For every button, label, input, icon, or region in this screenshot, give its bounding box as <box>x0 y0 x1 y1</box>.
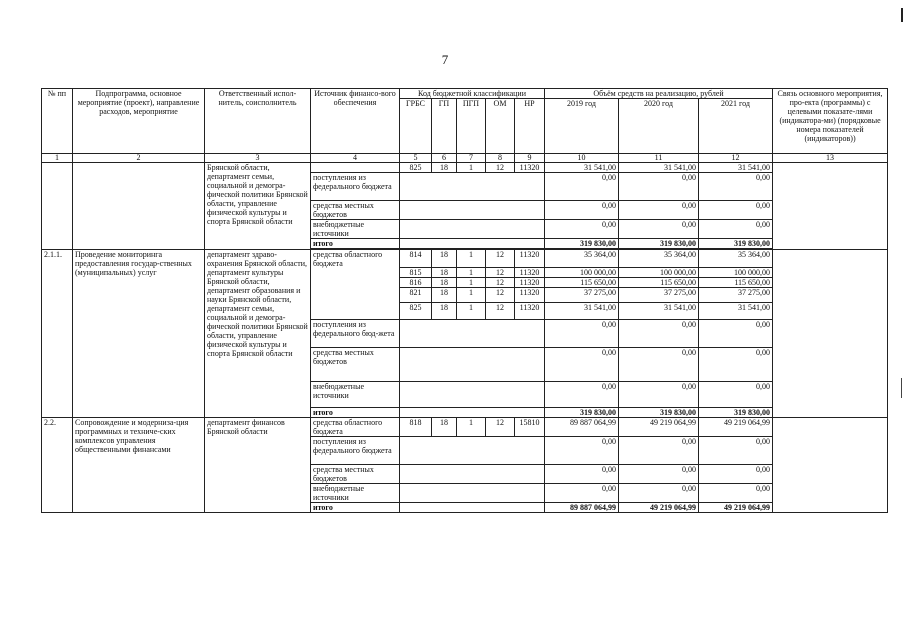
value-2019: 0,00 <box>545 348 619 382</box>
value-2019: 0,00 <box>545 320 619 348</box>
row-num-cell <box>42 163 73 250</box>
header-subprogram: Подпрограмма, основное мероприятие (проект), направление расходов, мероприятие <box>73 89 205 154</box>
source-cell: итого <box>311 239 400 249</box>
executor-cell: Брянской области, департамент семьи, социальной и демогра-фической политики Брянской области, управление физической культуры и спорта Брянской области <box>205 163 311 250</box>
grbs-cell: 825 <box>400 163 432 173</box>
source-cell: средства местных бюджетов <box>311 348 400 382</box>
value-2021: 0,00 <box>699 173 773 201</box>
source-cell: средства местных бюджетов <box>311 201 400 220</box>
indicator-cell <box>773 418 888 513</box>
om-cell: 12 <box>486 268 515 278</box>
value-2020: 35 364,00 <box>619 250 699 268</box>
header-link-indicators: Связь основного мероприятия, про-екта (программы) с целевыми показате-лями (индикатора-ми) (порядковые номера показателей (индикаторов)) <box>773 89 888 154</box>
header-num: № пп <box>42 89 73 154</box>
code-cell <box>400 201 545 220</box>
col-number: 8 <box>486 154 515 163</box>
code-cell <box>400 465 545 484</box>
header-executor: Ответственный испол-нитель, соисполнитель <box>205 89 311 154</box>
value-2020: 0,00 <box>619 173 699 201</box>
row-num-cell: 2.2. <box>42 418 73 513</box>
om-cell: 12 <box>486 303 515 320</box>
value-2021: 35 364,00 <box>699 250 773 268</box>
header-source: Источник финансо-вого обеспечения <box>311 89 400 154</box>
value-2021: 0,00 <box>699 382 773 408</box>
source-cell: внебюджетные источники <box>311 484 400 503</box>
np-cell: 11320 <box>515 268 545 278</box>
grbs-cell: 825 <box>400 303 432 320</box>
om-cell: 12 <box>486 250 515 268</box>
gp-cell: 18 <box>432 418 457 437</box>
header-row <box>42 89 888 99</box>
header-pgp: ПГП <box>457 99 486 154</box>
np-cell: 11320 <box>515 278 545 288</box>
source-cell: итого <box>311 408 400 418</box>
source-cell: поступления из федерального бюджета <box>311 437 400 465</box>
col-number: 7 <box>457 154 486 163</box>
om-cell: 12 <box>486 163 515 173</box>
col-number: 13 <box>773 154 888 163</box>
code-cell <box>400 220 545 239</box>
col-number: 12 <box>699 154 773 163</box>
value-2020: 115 650,00 <box>619 278 699 288</box>
np-cell: 11320 <box>515 163 545 173</box>
grbs-cell: 821 <box>400 288 432 303</box>
pgp-cell: 1 <box>457 268 486 278</box>
row-name-cell: Проведение мониторинга предоставления государ-ственных (муниципальных) услуг <box>73 250 205 418</box>
value-2020: 0,00 <box>619 201 699 220</box>
grbs-cell: 815 <box>400 268 432 278</box>
col-number: 11 <box>619 154 699 163</box>
source-cell: средства областного бюджета <box>311 250 400 320</box>
source-cell: внебюджетные источники <box>311 382 400 408</box>
source-cell: средства местных бюджетов <box>311 465 400 484</box>
pgp-cell: 1 <box>457 278 486 288</box>
value-2019: 115 650,00 <box>545 278 619 288</box>
gp-cell: 18 <box>432 303 457 320</box>
value-2020: 0,00 <box>619 382 699 408</box>
value-2020: 319 830,00 <box>619 408 699 418</box>
value-2021: 319 830,00 <box>699 408 773 418</box>
header-grbs: ГРБС <box>400 99 432 154</box>
table-row <box>42 163 888 173</box>
gp-cell: 18 <box>432 268 457 278</box>
code-cell <box>400 348 545 382</box>
col-number: 4 <box>311 154 400 163</box>
source-cell: поступления из федерального бюд-жета <box>311 320 400 348</box>
value-2021: 100 000,00 <box>699 268 773 278</box>
value-2019: 0,00 <box>545 201 619 220</box>
header-gp: ГП <box>432 99 457 154</box>
column-numbers-row <box>42 154 888 163</box>
scan-mark-top <box>901 8 903 22</box>
indicator-cell <box>773 163 888 250</box>
gp-cell: 18 <box>432 250 457 268</box>
row-name-cell: Сопровождение и модерниза-ция программных и техниче-ских комплексов управления общественными финансами <box>73 418 205 513</box>
value-2020: 0,00 <box>619 437 699 465</box>
executor-cell: департамент здраво-охранения Брянской области, департамент культуры Брянской области, департамент образования и науки Брянской области, департамент семьи, социальной и демогра-фической политики Брянской области, управление физической культуры и спорта Брянской области <box>205 250 311 418</box>
value-2021: 0,00 <box>699 484 773 503</box>
table-row <box>42 250 888 268</box>
indicator-cell <box>773 250 888 418</box>
value-2020: 0,00 <box>619 220 699 239</box>
header-np: НР <box>515 99 545 154</box>
np-cell: 11320 <box>515 303 545 320</box>
pgp-cell: 1 <box>457 418 486 437</box>
value-2021: 319 830,00 <box>699 239 773 249</box>
header-budget-code: Код бюджетной классификации <box>400 89 545 99</box>
code-cell <box>400 484 545 503</box>
np-cell: 11320 <box>515 288 545 303</box>
budget-table <box>41 88 888 513</box>
value-2021: 0,00 <box>699 220 773 239</box>
value-2021: 0,00 <box>699 320 773 348</box>
value-2020: 49 219 064,99 <box>619 418 699 437</box>
value-2019: 0,00 <box>545 220 619 239</box>
row-name-cell <box>73 163 205 250</box>
pgp-cell: 1 <box>457 303 486 320</box>
col-number: 6 <box>432 154 457 163</box>
code-cell <box>400 382 545 408</box>
grbs-cell: 814 <box>400 250 432 268</box>
source-cell: поступления из федерального бюджета <box>311 173 400 201</box>
source-cell: итого <box>311 503 400 513</box>
scan-mark-side <box>901 378 902 398</box>
code-cell <box>400 503 545 513</box>
source-cell: внебюджетные источники <box>311 220 400 239</box>
gp-cell: 18 <box>432 163 457 173</box>
value-2021: 0,00 <box>699 348 773 382</box>
om-cell: 12 <box>486 278 515 288</box>
np-cell: 11320 <box>515 250 545 268</box>
table-row <box>42 418 888 437</box>
value-2019: 89 887 064,99 <box>545 418 619 437</box>
value-2019: 31 541,00 <box>545 163 619 173</box>
source-cell: средства областного бюджета <box>311 418 400 437</box>
value-2021: 0,00 <box>699 437 773 465</box>
value-2020: 100 000,00 <box>619 268 699 278</box>
col-number: 10 <box>545 154 619 163</box>
value-2020: 49 219 064,99 <box>619 503 699 513</box>
value-2019: 35 364,00 <box>545 250 619 268</box>
pgp-cell: 1 <box>457 250 486 268</box>
header-2020: 2020 год <box>619 99 699 154</box>
value-2019: 0,00 <box>545 465 619 484</box>
value-2019: 0,00 <box>545 382 619 408</box>
value-2021: 37 275,00 <box>699 288 773 303</box>
value-2019: 100 000,00 <box>545 268 619 278</box>
executor-cell: департамент финансов Брянской области <box>205 418 311 513</box>
value-2020: 0,00 <box>619 484 699 503</box>
header-2019: 2019 год <box>545 99 619 154</box>
value-2020: 31 541,00 <box>619 163 699 173</box>
gp-cell: 18 <box>432 288 457 303</box>
col-number: 2 <box>73 154 205 163</box>
value-2021: 115 650,00 <box>699 278 773 288</box>
value-2019: 89 887 064,99 <box>545 503 619 513</box>
pgp-cell: 1 <box>457 163 486 173</box>
value-2021: 31 541,00 <box>699 163 773 173</box>
code-cell <box>400 320 545 348</box>
code-cell <box>400 408 545 418</box>
col-number: 3 <box>205 154 311 163</box>
grbs-cell: 816 <box>400 278 432 288</box>
value-2021: 0,00 <box>699 465 773 484</box>
value-2021: 49 219 064,99 <box>699 503 773 513</box>
gp-cell: 18 <box>432 278 457 288</box>
value-2020: 31 541,00 <box>619 303 699 320</box>
row-num-cell: 2.1.1. <box>42 250 73 418</box>
grbs-cell: 818 <box>400 418 432 437</box>
value-2019: 0,00 <box>545 173 619 201</box>
value-2019: 37 275,00 <box>545 288 619 303</box>
value-2020: 0,00 <box>619 348 699 382</box>
value-2019: 31 541,00 <box>545 303 619 320</box>
col-number: 1 <box>42 154 73 163</box>
col-number: 5 <box>400 154 432 163</box>
value-2020: 319 830,00 <box>619 239 699 249</box>
np-cell: 15810 <box>515 418 545 437</box>
value-2019: 319 830,00 <box>545 239 619 249</box>
value-2019: 0,00 <box>545 484 619 503</box>
code-cell <box>400 437 545 465</box>
source-cell <box>311 163 400 173</box>
value-2021: 49 219 064,99 <box>699 418 773 437</box>
value-2020: 37 275,00 <box>619 288 699 303</box>
value-2021: 0,00 <box>699 201 773 220</box>
pgp-cell: 1 <box>457 288 486 303</box>
col-number: 9 <box>515 154 545 163</box>
header-volume: Объём средств на реализацию, рублей <box>545 89 773 99</box>
header-om: ОМ <box>486 99 515 154</box>
value-2020: 0,00 <box>619 465 699 484</box>
om-cell: 12 <box>486 288 515 303</box>
value-2019: 319 830,00 <box>545 408 619 418</box>
value-2021: 31 541,00 <box>699 303 773 320</box>
header-2021: 2021 год <box>699 99 773 154</box>
om-cell: 12 <box>486 418 515 437</box>
code-cell <box>400 173 545 201</box>
code-cell <box>400 239 545 249</box>
value-2019: 0,00 <box>545 437 619 465</box>
value-2020: 0,00 <box>619 320 699 348</box>
page-number: 7 <box>441 52 449 67</box>
